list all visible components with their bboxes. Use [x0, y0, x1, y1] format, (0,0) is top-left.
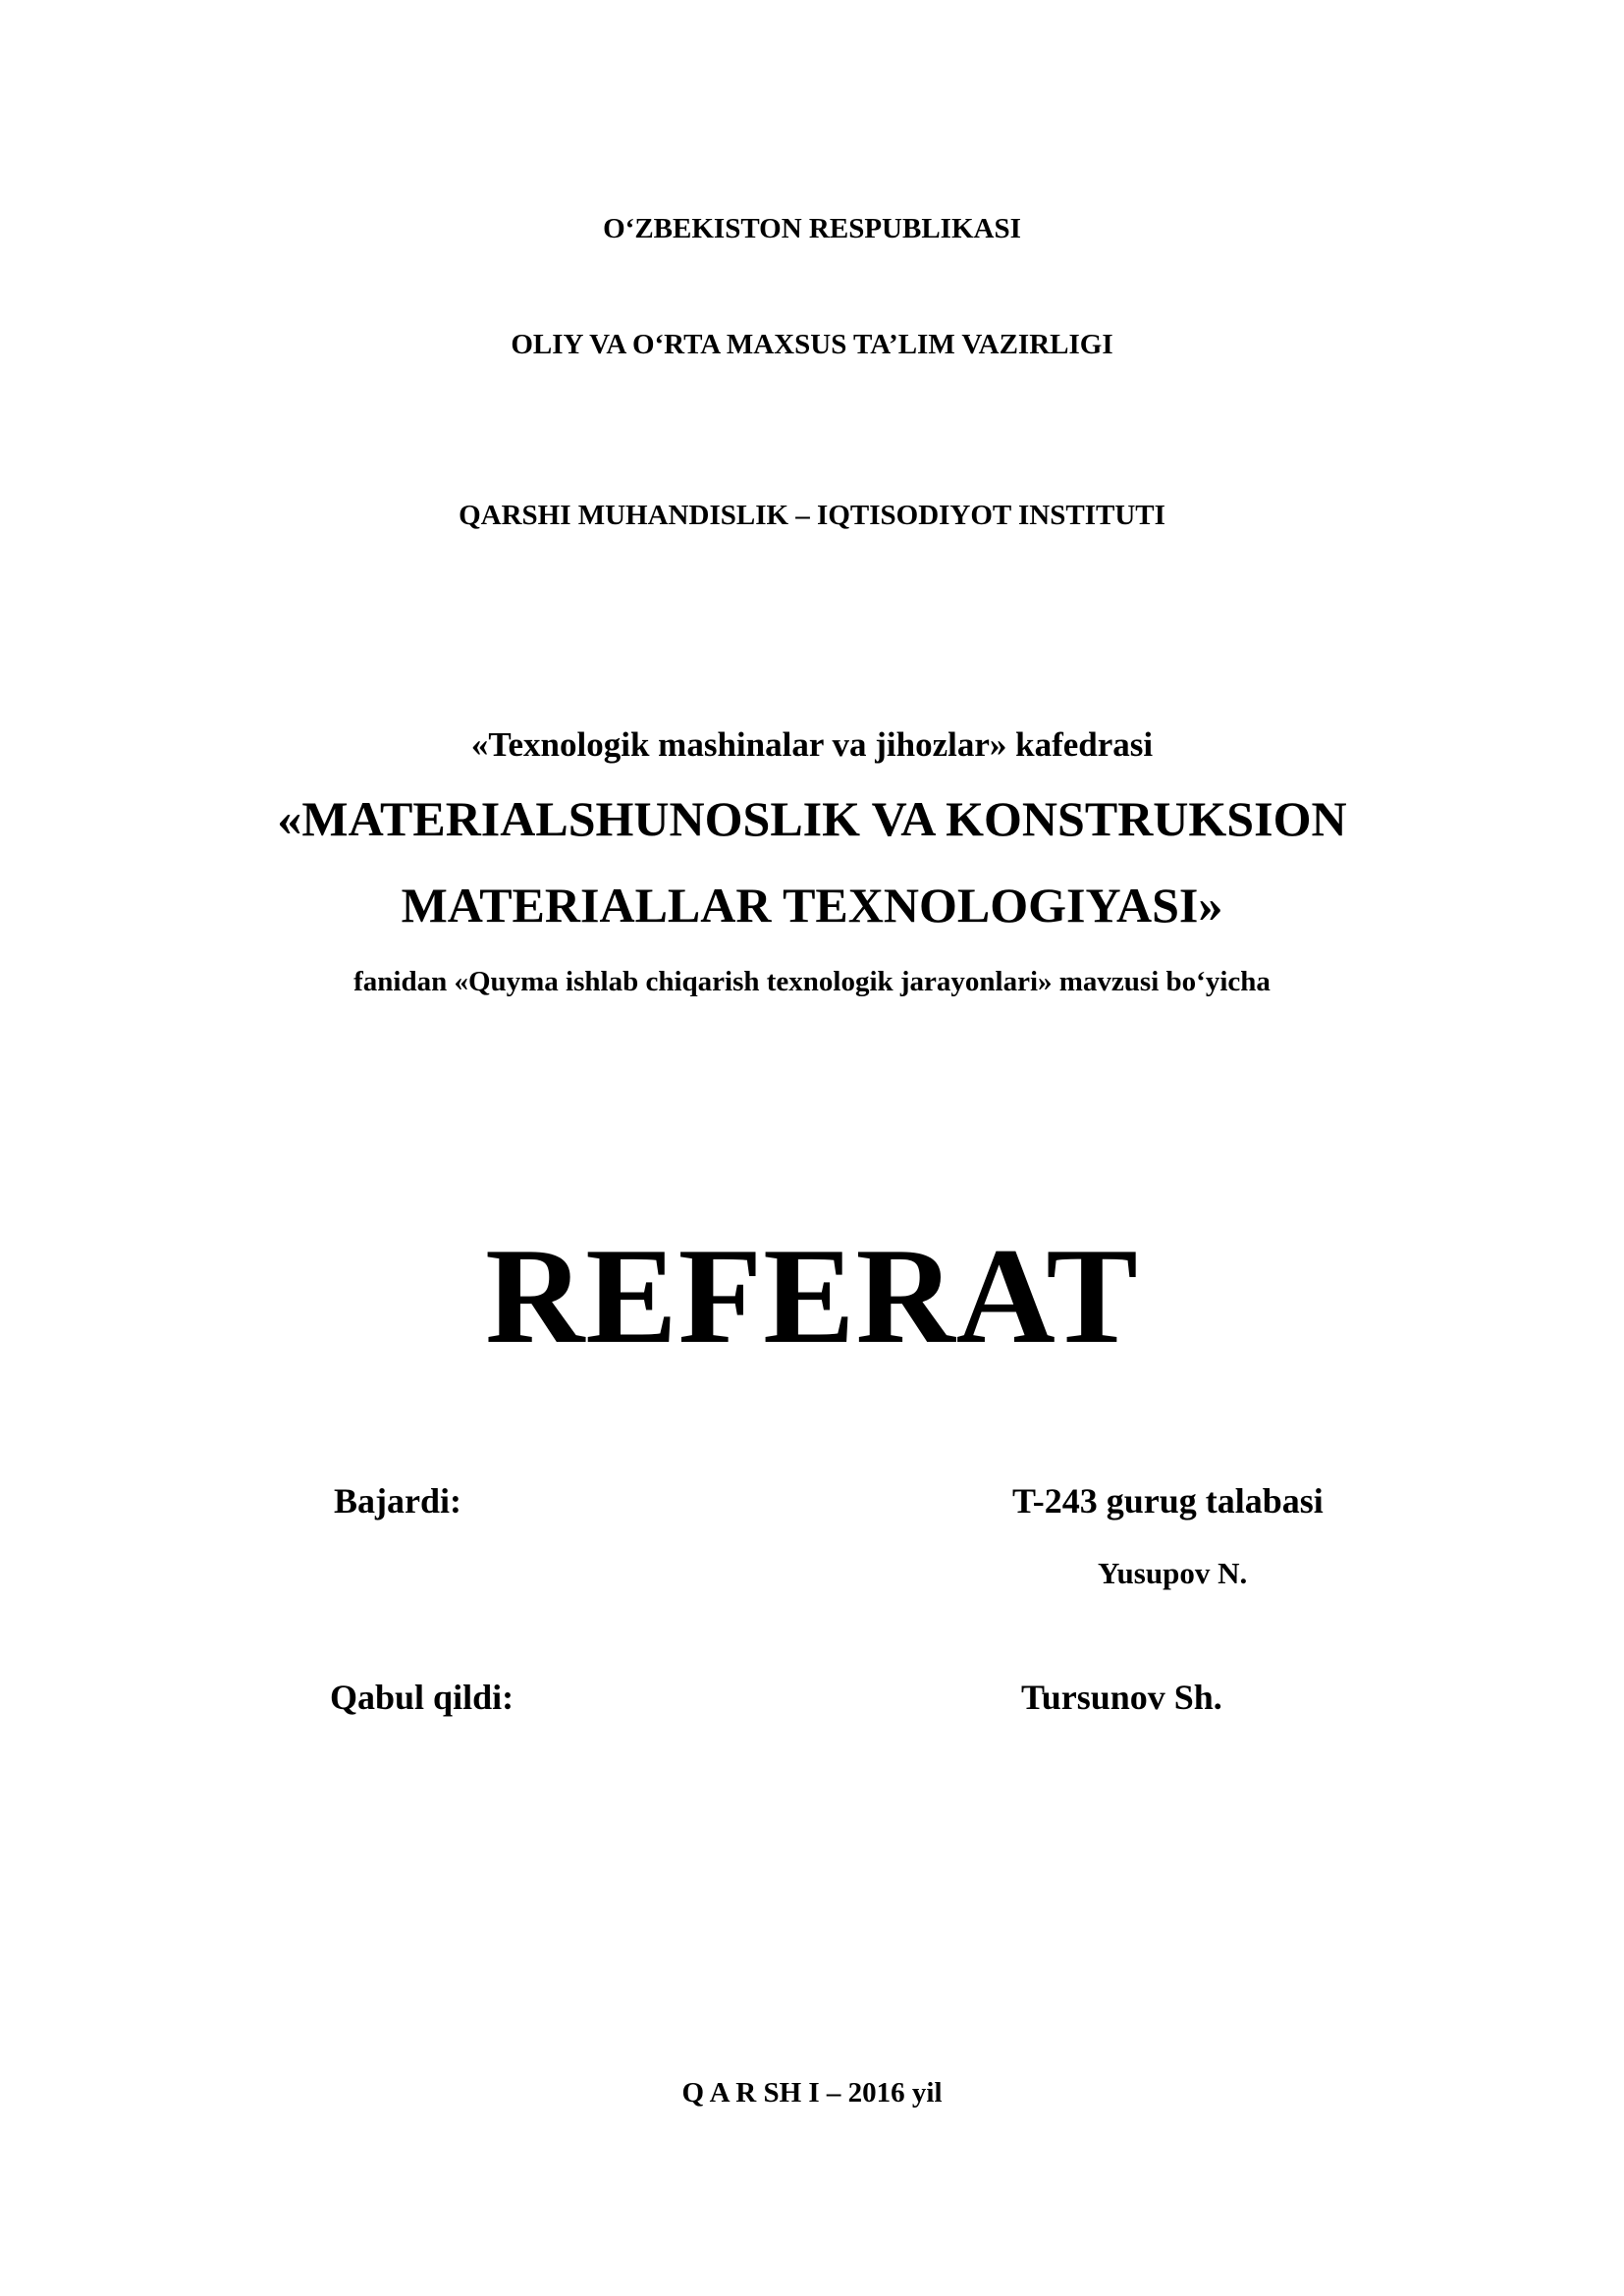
- student-name: Yusupov N.: [1098, 1556, 1248, 1590]
- institute-heading: QARSHI MUHANDISLIK – IQTISODIYOT INSTITUTI: [459, 500, 1165, 531]
- ministry-heading: OLIY VA O‘RTA MAXSUS TA’LIM VAZIRLIGI: [511, 329, 1113, 360]
- topic-line: fanidan «Quyma ishlab chiqarish texnologik jarayonlari» mavzusi bo‘yicha: [353, 966, 1271, 997]
- accepted-label: Qabul qildi:: [330, 1678, 514, 1717]
- republic-heading: O‘ZBEKISTON RESPUBLIKASI: [603, 213, 1021, 244]
- department-line: «Texnologik mashinalar va jihozlar» kafedrasi: [470, 725, 1154, 764]
- performed-label: Bajardi:: [334, 1481, 461, 1521]
- city-year-footer: Q A R SH I – 2016 yil: [681, 2077, 943, 2109]
- student-group: T-243 gurug talabasi: [1012, 1481, 1324, 1521]
- course-title-line-1: «MATERIALSHUNOSLIK VA KONSTRUKSION: [277, 791, 1347, 846]
- course-title-line-2: MATERIALLAR TEXNOLOGIYASI»: [401, 878, 1223, 933]
- document-type-title: REFERAT: [485, 1220, 1139, 1372]
- teacher-name: Tursunov Sh.: [1021, 1678, 1222, 1717]
